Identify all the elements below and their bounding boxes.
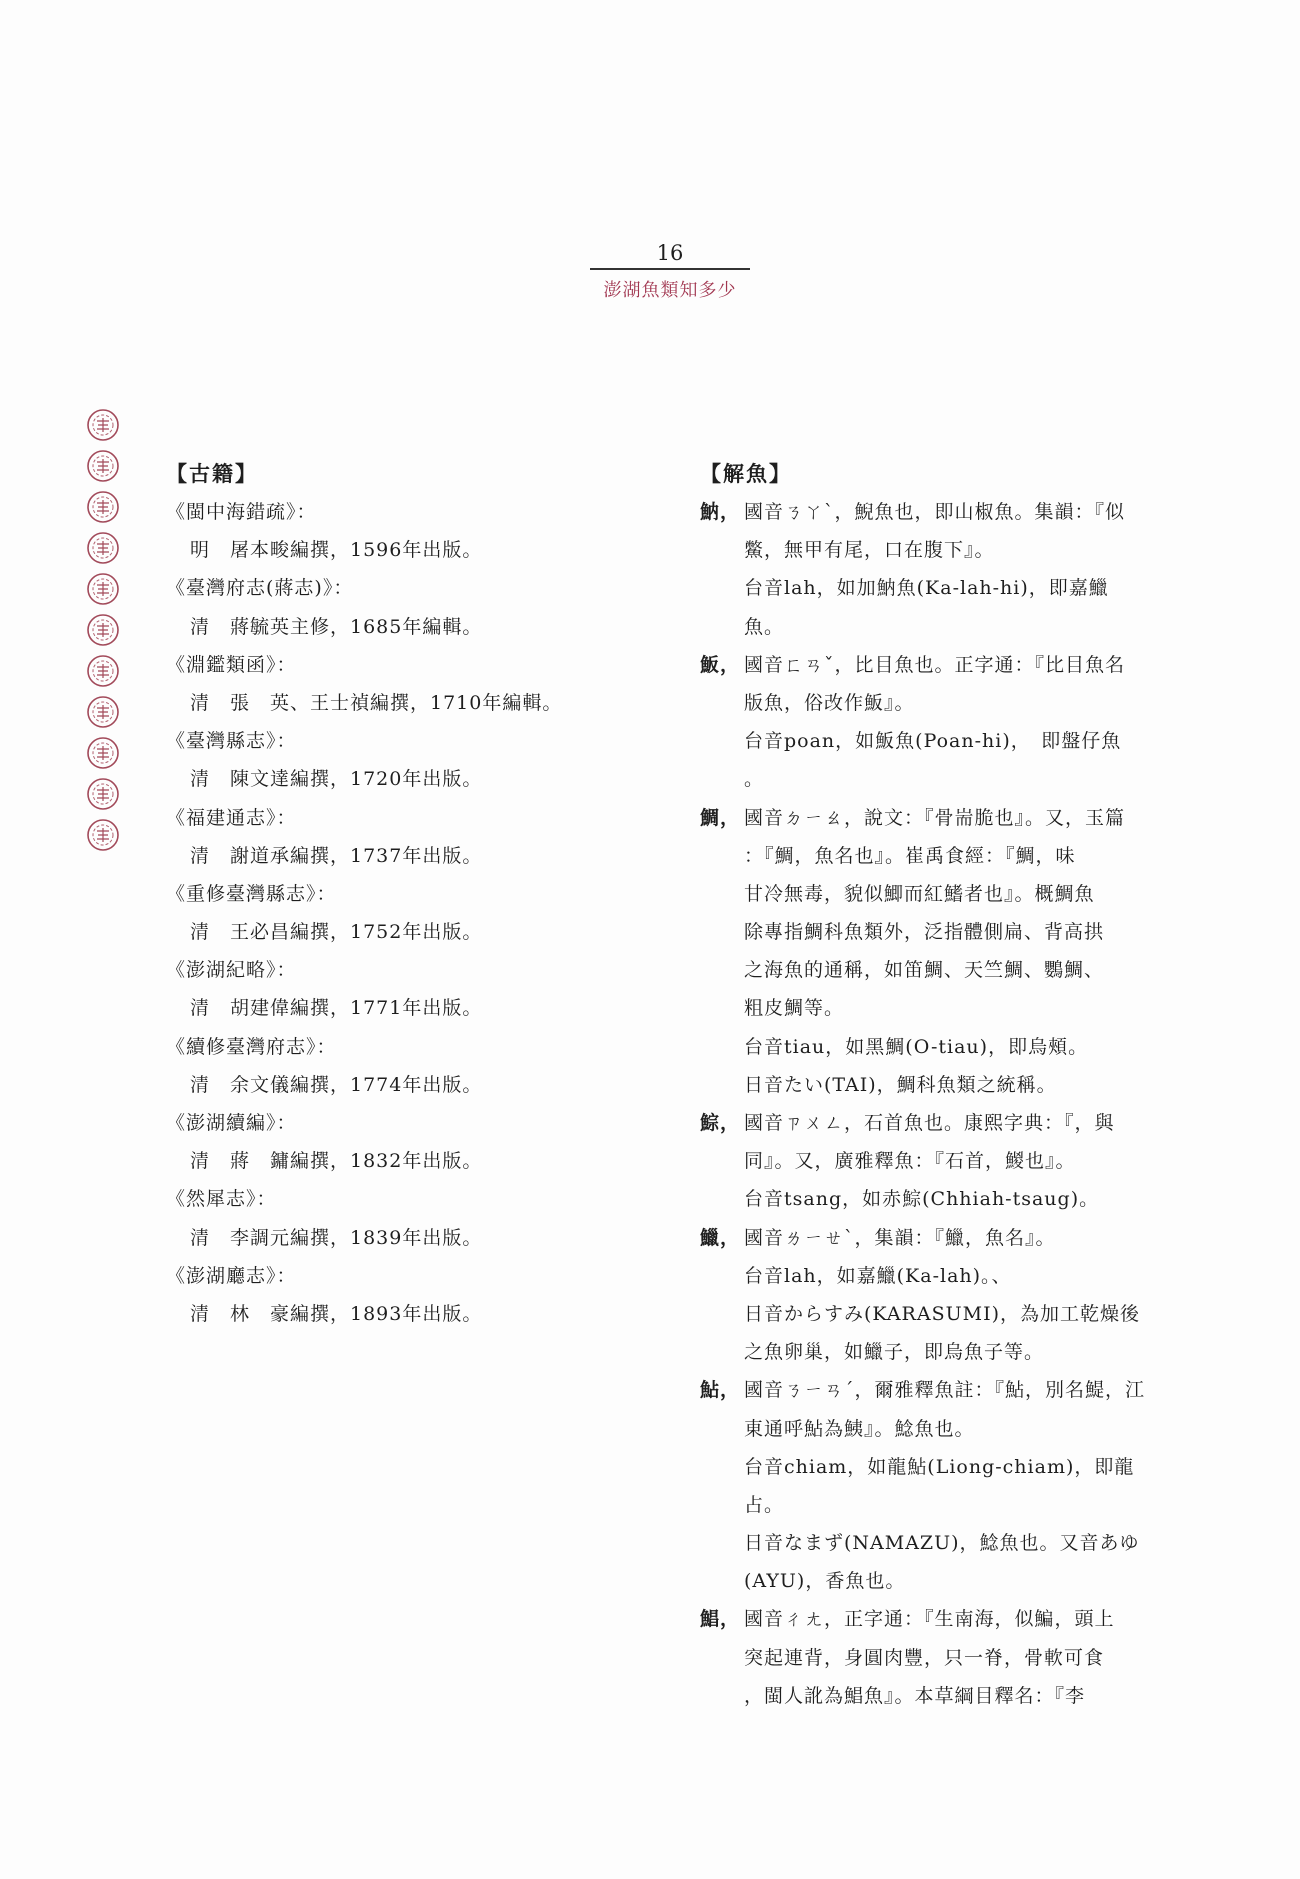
fish-entry-line	[700, 531, 1140, 569]
fish-entry-text: 之海魚的通稱，如笛鯛、天竺鯛、鸚鯛、	[744, 959, 1105, 982]
fish-entry-line	[700, 1486, 1140, 1524]
fish-entry	[700, 646, 1140, 799]
classic-book-detail: 清 胡建偉編撰，1771年出版。	[190, 997, 483, 1020]
fish-entry-text: ，閩人訛為鯧魚』。本草綱目釋名：『李	[744, 1684, 1086, 1707]
fish-entry-text: 國音ㄉㄧㄠ，說文：『骨耑脆也』。又，玉篇	[744, 806, 1126, 829]
fish-entry-text: 版魚，俗改作魬』。	[744, 691, 915, 714]
classic-book-title: 《臺灣縣志》：	[166, 730, 297, 753]
seal-icon	[86, 736, 120, 770]
fish-entry-line	[700, 1448, 1140, 1486]
classic-book-title: 《臺灣府志(蔣志)》：	[166, 577, 354, 600]
fish-entry-text: 日音たい(TAI)，鯛科魚類之統稱。	[744, 1073, 1057, 1096]
classic-book-title: 《淵鑑類函》：	[166, 653, 297, 676]
classic-book-detail: 清 林 豪編撰，1893年出版。	[190, 1302, 483, 1325]
seal-column	[86, 408, 126, 859]
fish-entry-text: 同』。又，廣雅釋魚：『石首，鯼也』。	[744, 1150, 1076, 1173]
fish-entry	[700, 1600, 1140, 1715]
fish-entry-text: 突起連背，身圓肉豐，只一脊，骨軟可食	[744, 1646, 1105, 1669]
fish-entry-text: 。	[744, 768, 765, 791]
fish-entry-line	[700, 1677, 1140, 1715]
fish-entry-text: 粗皮鯛等。	[744, 997, 845, 1020]
fish-section	[700, 455, 1146, 1715]
fish-entry-line	[700, 569, 1140, 607]
fish-entry-line	[700, 951, 1140, 989]
fish-entry-text: 之魚卵巢，如鱲子，即烏魚子等。	[744, 1341, 1045, 1364]
classic-book-title: 《重修臺灣縣志》：	[166, 882, 337, 905]
fish-entry-text: 占。	[744, 1493, 785, 1516]
fish-entry-text: 日音なまず(NAMAZU)，鯰魚也。又音あゆ	[744, 1532, 1140, 1555]
classic-book-detail: 清 陳文達編撰，1720年出版。	[190, 768, 483, 791]
fish-entry-text: ：『鯛，魚名也』。崔禹食經：『鯛，味	[744, 844, 1076, 867]
classic-book-title: 《澎湖紀略》：	[166, 959, 297, 982]
seal-icon	[86, 654, 120, 688]
fish-character: 鱲，	[700, 1226, 741, 1249]
page-number: 16	[656, 241, 684, 265]
fish-entry-line	[700, 1333, 1140, 1371]
fish-entry-text: 台音tiau，如黑鯛(O-tiau)，即烏頰。	[744, 1035, 1089, 1058]
fish-entry-text: 甘冷無毒，貌似鯽而紅鰭者也』。概鯛魚	[744, 882, 1095, 905]
fish-entry	[700, 1371, 1146, 1600]
fish-entry-line	[700, 1562, 1140, 1600]
fish-character: 魬，	[700, 653, 741, 676]
fish-entry-text: 東通呼鮎為鮧』。鯰魚也。	[744, 1417, 975, 1440]
fish-entry-line	[700, 1104, 1140, 1142]
fish-character: 魶，	[700, 501, 741, 523]
fish-entry-text: 台音tsang，如赤鯮(Chhiah-tsaug)。	[744, 1188, 1100, 1211]
fish-entry-text: 國音ㄋㄚˋ，鯢魚也，即山椒魚。集韻：『似	[744, 501, 1126, 523]
classic-book-title: 《福建通志》：	[166, 806, 297, 829]
seal-icon	[86, 613, 120, 647]
fish-entry-line	[700, 837, 1140, 875]
classic-book-title: 《然犀志》：	[166, 1188, 277, 1211]
fish-entry-text: 台音poan，如魬魚(Poan-hi)， 即盤仔魚	[744, 730, 1122, 753]
fish-entry-line	[700, 1257, 1140, 1295]
header-rule	[590, 268, 750, 270]
seal-icon	[86, 818, 120, 852]
fish-entry-line	[700, 1410, 1140, 1448]
seal-icon	[86, 490, 120, 524]
fish-entry	[700, 799, 1140, 1105]
fish-entry	[700, 493, 1140, 646]
seal-icon	[86, 695, 120, 729]
classic-book-title: 《澎湖續編》：	[166, 1112, 297, 1134]
fish-entry-line	[700, 608, 1140, 646]
fish-entry-line	[700, 989, 1140, 1027]
book-title: 澎湖魚類知多少	[603, 280, 737, 301]
fish-character: 鯮，	[700, 1112, 741, 1134]
classic-book-title: 《澎湖廳志》：	[166, 1264, 297, 1287]
fish-entry-line	[700, 760, 1140, 798]
fish-entry-line	[700, 1600, 1140, 1638]
fish-entry-line	[700, 1066, 1140, 1104]
seal-icon	[86, 531, 120, 565]
fish-entry-line	[700, 1028, 1140, 1066]
fish-entry-text: 台音lah，如嘉鱲(Ka-lah)。、	[744, 1264, 1012, 1287]
fish-character: 鯛，	[700, 806, 741, 829]
fish-entry-line	[700, 1295, 1140, 1333]
fish-entry-line	[700, 684, 1140, 722]
classic-book-detail: 明 屠本畯編撰，1596年出版。	[190, 539, 483, 562]
fish-character: 鮎，	[700, 1379, 741, 1402]
classics-heading: 【古籍】	[166, 461, 258, 486]
fish-entry-text: 國音ㄈㄢˇ，比目魚也。正字通：『比目魚名	[744, 653, 1126, 676]
fish-entry-line	[700, 799, 1140, 837]
fish-heading: 【解魚】	[700, 461, 792, 486]
fish-entry-line	[700, 1142, 1140, 1180]
fish-entry-text: 國音ㄔㄤ，正字通：『生南海，似鯿，頭上	[744, 1608, 1115, 1631]
fish-entry-text: 國音ㄌㄧㄝˋ，集韻：『鱲，魚名』。	[744, 1226, 1056, 1249]
classics-list	[166, 493, 606, 1333]
fish-entry-line	[700, 913, 1140, 951]
fish-entry-text: 鱉，無甲有尾，口在腹下』。	[744, 539, 995, 562]
fish-entry-text: 國音ㄗㄨㄥ，石首魚也。康熙字典：『，與	[744, 1112, 1115, 1134]
fish-entry-text: 台音chiam，如龍鮎(Liong-chiam)，即龍	[744, 1455, 1135, 1478]
fish-entry-text: 日音からすみ(KARASUMI)，為加工乾燥後	[744, 1302, 1140, 1325]
fish-entry-line	[700, 1371, 1146, 1409]
fish-entry-line	[700, 1219, 1140, 1257]
fish-entry-line	[700, 1639, 1140, 1677]
seal-icon	[86, 408, 120, 442]
classic-book-detail: 清 余文儀編撰，1774年出版。	[190, 1073, 483, 1096]
fish-entry-text: 魚。	[744, 615, 785, 638]
classic-book-title: 《續修臺灣府志》：	[166, 1035, 337, 1058]
seal-icon	[86, 449, 120, 483]
classic-book-detail: 清 蔣 鏞編撰，1832年出版。	[190, 1150, 483, 1173]
fish-entry-text: 台音lah，如加魶魚(Ka-lah-hi)，即嘉鱲	[744, 577, 1109, 600]
classic-book-detail: 清 李調元編撰，1839年出版。	[190, 1226, 483, 1249]
fish-entry-line	[700, 1180, 1140, 1218]
page-header	[590, 240, 750, 302]
classic-book-detail: 清 張 英、王士禎編撰，1710年編輯。	[190, 691, 563, 714]
seal-icon	[86, 777, 120, 811]
classic-book-detail: 清 蔣毓英主修，1685年編輯。	[190, 615, 483, 638]
fish-list	[700, 493, 1146, 1715]
seal-icon	[86, 572, 120, 606]
fish-entry	[700, 1219, 1140, 1372]
fish-entry-line	[700, 722, 1140, 760]
classic-book-detail: 清 王必昌編撰，1752年出版。	[190, 921, 483, 944]
classic-book-title: 《閩中海錯疏》：	[166, 501, 317, 523]
fish-entry-line	[700, 875, 1140, 913]
fish-entry	[700, 1104, 1140, 1219]
fish-entry-line	[700, 1524, 1140, 1562]
fish-entry-line	[700, 493, 1140, 531]
classics-section	[166, 455, 606, 1333]
classic-book-detail: 清 謝道承編撰，1737年出版。	[190, 844, 483, 867]
fish-entry-line	[700, 646, 1140, 684]
fish-entry-text: 除專指鯛科魚類外，泛指體側扁、背高拱	[744, 921, 1105, 944]
fish-character: 鯧，	[700, 1608, 741, 1631]
fish-entry-text: 國音ㄋㄧㄢˊ，爾雅釋魚註：『鮎，別名鯷，江	[744, 1379, 1146, 1402]
fish-entry-text: (AYU)，香魚也。	[744, 1570, 906, 1593]
